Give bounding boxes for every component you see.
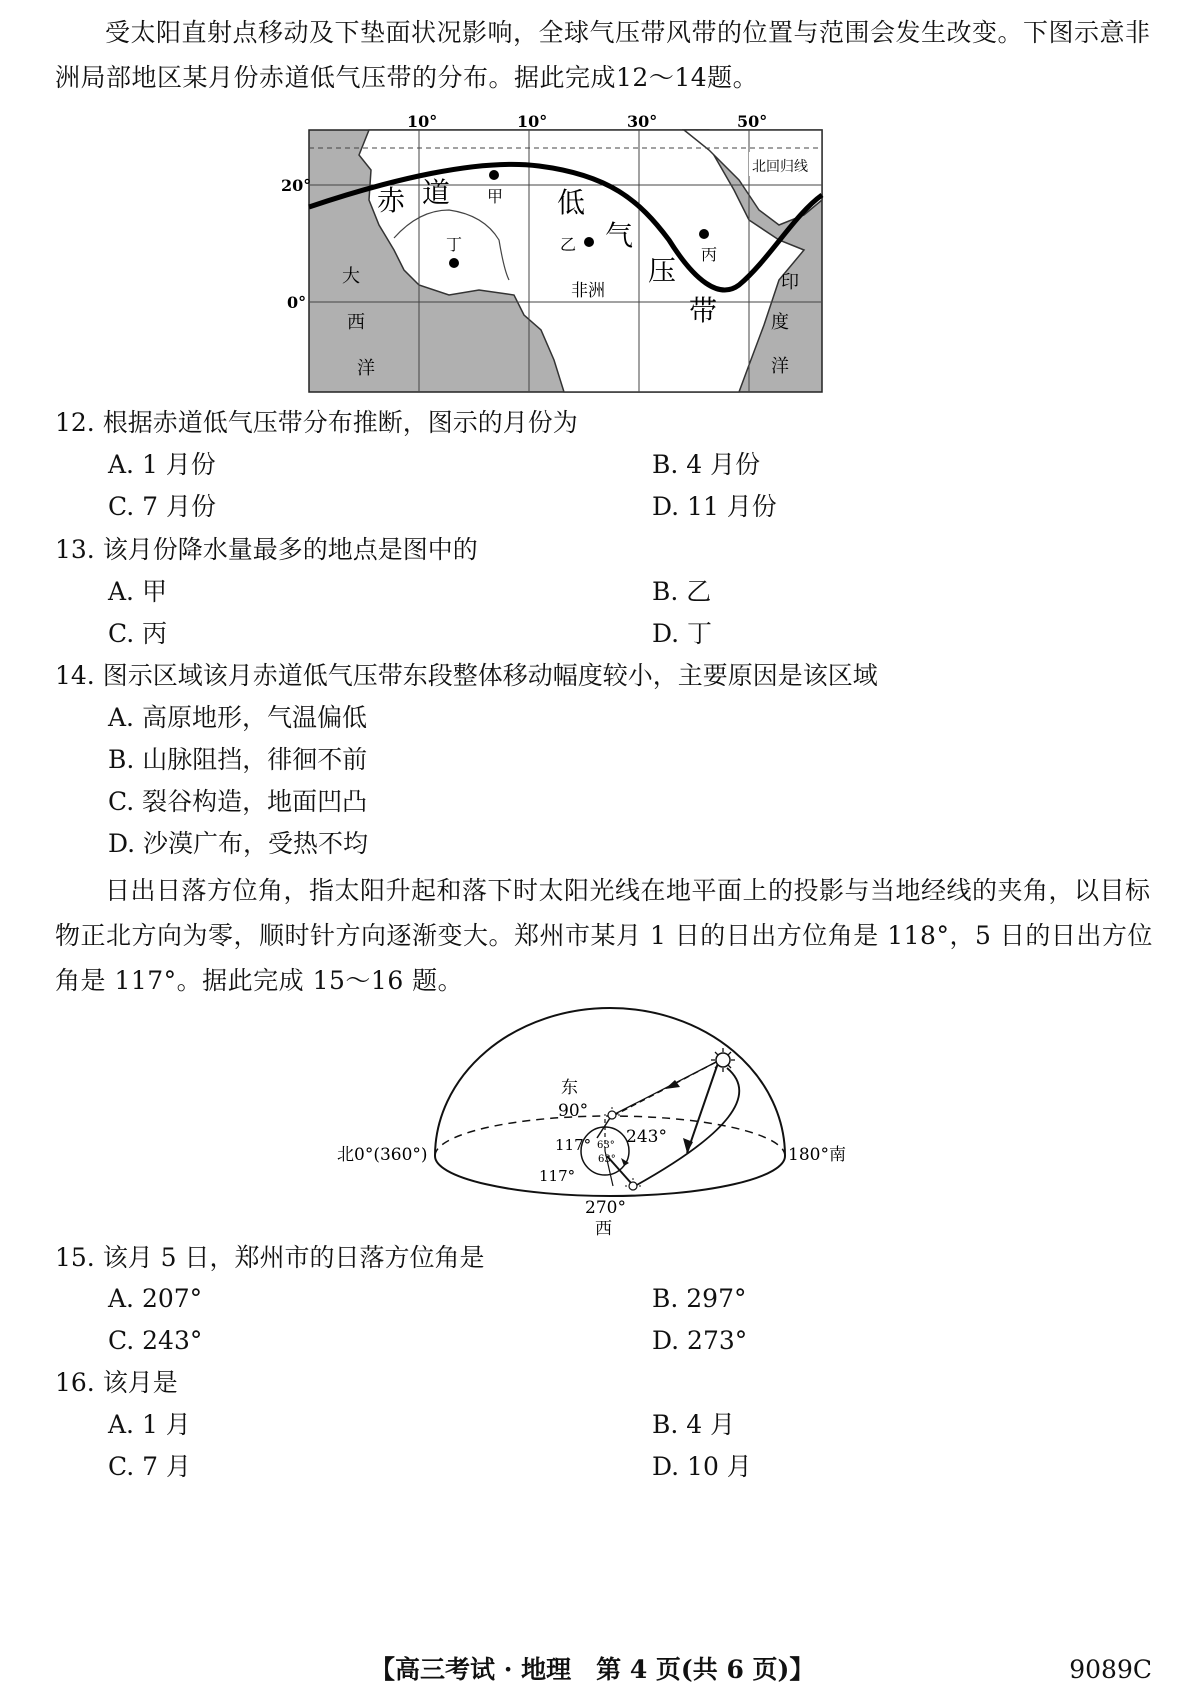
indian-char-3: 洋 bbox=[771, 356, 789, 377]
belt-char-1: 赤 bbox=[377, 184, 406, 217]
label-243: 243° bbox=[626, 1127, 667, 1147]
footer-code: 9089C bbox=[1069, 1655, 1152, 1684]
indian-char-1: 印 bbox=[781, 272, 799, 293]
q13-option-c[interactable]: C. 丙 bbox=[108, 619, 168, 648]
q16-option-c[interactable]: C. 7 月 bbox=[108, 1452, 191, 1481]
q14-option-d[interactable]: D. 沙漠广布，受热不均 bbox=[108, 829, 369, 858]
belt-char-3: 低 bbox=[557, 186, 586, 219]
lat-label-0: 0° bbox=[287, 293, 307, 312]
q15-option-a[interactable]: A. 207° bbox=[108, 1284, 203, 1313]
point-yi bbox=[584, 237, 594, 247]
q15-option-c[interactable]: C. 243° bbox=[108, 1326, 203, 1355]
q13-option-b[interactable]: B. 乙 bbox=[652, 577, 712, 606]
belt-char-6: 带 bbox=[689, 294, 718, 327]
belt-char-4: 气 bbox=[605, 219, 634, 252]
label-africa: 非洲 bbox=[571, 281, 605, 301]
lon-label-3: 30° bbox=[627, 112, 658, 131]
point-bing bbox=[699, 229, 709, 239]
label-tropic-of-cancer: 北回归线 bbox=[752, 159, 808, 175]
q16-option-d[interactable]: D. 10 月 bbox=[652, 1452, 752, 1481]
question-12-stem: 12. 根据赤道低气压带分布推断，图示的月份为 bbox=[55, 408, 578, 437]
q16-option-b[interactable]: B. 4 月 bbox=[652, 1410, 736, 1439]
q12-option-b[interactable]: B. 4 月份 bbox=[652, 450, 761, 479]
label-north: 北0°(360°) bbox=[337, 1145, 428, 1165]
label-jia: 甲 bbox=[487, 187, 504, 206]
q16-option-a[interactable]: A. 1 月 bbox=[108, 1410, 191, 1439]
q12-option-a[interactable]: A. 1 月份 bbox=[108, 450, 216, 479]
indian-char-2: 度 bbox=[771, 312, 789, 333]
label-ding: 丁 bbox=[446, 235, 463, 254]
label-south: 180°南 bbox=[788, 1145, 846, 1165]
label-yi: 乙 bbox=[560, 235, 577, 254]
footer-title: 【高三考试 · 地理 第 4 页(共 6 页)】 bbox=[370, 1655, 815, 1684]
question-16-stem: 16. 该月是 bbox=[55, 1368, 178, 1397]
label-63-a: 63° bbox=[597, 1140, 615, 1151]
lon-label-4: 50° bbox=[737, 112, 768, 131]
q14-option-c[interactable]: C. 裂谷构造，地面凹凸 bbox=[108, 787, 368, 816]
label-117-top: 117° bbox=[555, 1136, 592, 1154]
africa-pressure-belt-map bbox=[281, 112, 830, 402]
question-13-stem: 13. 该月份降水量最多的地点是图中的 bbox=[55, 535, 478, 564]
label-bing: 丙 bbox=[701, 245, 718, 264]
label-117-bottom: 117° bbox=[539, 1167, 576, 1185]
label-63-b: 63° bbox=[598, 1154, 616, 1165]
label-west-char: 西 bbox=[595, 1219, 612, 1239]
q13-option-d[interactable]: D. 丁 bbox=[652, 619, 713, 648]
lon-label-2: 10° bbox=[517, 112, 548, 131]
intro-paragraph-1: 受太阳直射点移动及下垫面状况影响，全球气压带风带的位置与范围会发生改变。下图示意非洲局部地区某月份赤道低气压带的分布。据此完成12～14题。 bbox=[55, 18, 1151, 92]
q14-option-a[interactable]: A. 高原地形，气温偏低 bbox=[108, 703, 367, 732]
q15-option-d[interactable]: D. 273° bbox=[652, 1326, 748, 1355]
intro-paragraph-2: 日出日落方位角，指太阳升起和落下时太阳光线在地平面上的投影与当地经线的夹角，以目标物正北方向为零，顺时针方向逐渐变大。郑州市某月 1 日的日出方位角是 118°，5 日的日出方位角是 117°。据此完成 15～16 题。 bbox=[55, 876, 1153, 995]
atlantic-char-1: 大 bbox=[342, 266, 360, 287]
q12-option-d[interactable]: D. 11 月份 bbox=[652, 492, 777, 521]
lon-label-1: 10° bbox=[407, 112, 438, 131]
atlantic-char-3: 洋 bbox=[357, 358, 375, 379]
atlantic-char-2: 西 bbox=[347, 312, 365, 333]
belt-char-2: 道 bbox=[422, 176, 451, 209]
belt-char-5: 压 bbox=[648, 254, 677, 287]
q13-option-a[interactable]: A. 甲 bbox=[108, 577, 167, 606]
point-ding bbox=[449, 258, 459, 268]
point-jia bbox=[489, 170, 499, 180]
q14-option-b[interactable]: B. 山脉阻挡，徘徊不前 bbox=[108, 745, 368, 774]
sunrise-sunset-azimuth-diagram bbox=[335, 1008, 875, 1238]
lat-label-20: 20° bbox=[281, 176, 312, 195]
q15-option-b[interactable]: B. 297° bbox=[652, 1284, 747, 1313]
label-east-deg: 90° bbox=[558, 1101, 589, 1121]
label-east-char: 东 bbox=[561, 1078, 578, 1098]
question-14-stem: 14. 图示区域该月赤道低气压带东段整体移动幅度较小，主要原因是该区域 bbox=[55, 661, 878, 690]
question-15-stem: 15. 该月 5 日，郑州市的日落方位角是 bbox=[55, 1243, 485, 1272]
q12-option-c[interactable]: C. 7 月份 bbox=[108, 492, 216, 521]
label-west-deg: 270° bbox=[585, 1198, 626, 1218]
